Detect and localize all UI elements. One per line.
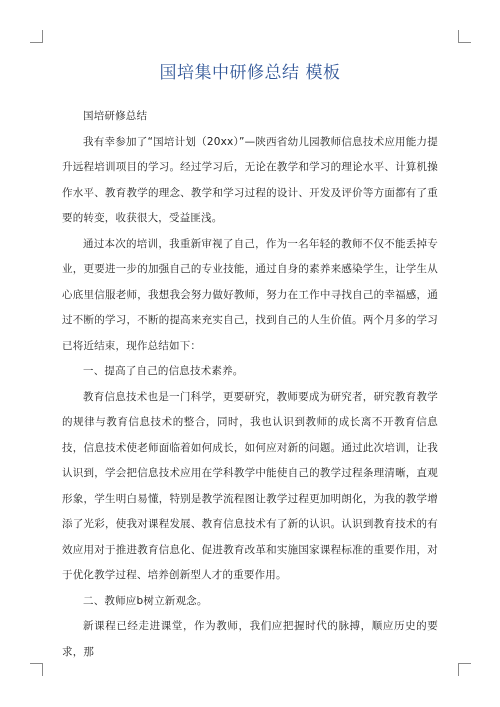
paragraph-point-two: 新课程已经走进课堂，作为教师，我们应把握时代的脉搏，顺应历史的要求，那 [62,620,438,658]
paragraph-point-one: 教育信息技术也是一门科学，更要研究，教师要成为研究者，研究教育教学的规律与教育信息技术的整合，同时，我也认识到教师的成长离不开教育信息技，信息技术使老师面临着如何成长，如何应对新的问题。通过此次培训，让我认识到，学会把信息技术应用在学科教学中能使自己的教学过程条理清晰，直观形象，学生明白易懂，特别是教学流程图让教学过程更加明朗化，为我的教学增添了光彩，使我对课程发展、教育信息技术有了新的认识。认识到教育技术的有效应用对于推进教育信息化、促进教育改革和实施国家课程标准的重要作用，对于优化教学过程、培养创新型人才的重要作用。 [62,390,438,581]
document-body [62,104,438,665]
document-title: 国培集中研修总结 模板 [159,63,341,83]
section-subtitle: 国培研修总结 [83,110,148,122]
heading-point-one: 一、提高了自己的信息技术素养。 [83,365,244,377]
page-corner-mark-top-left [30,30,43,43]
page-corner-mark-top-right [458,30,471,43]
paragraph-reflection: 通过本次的培训，我重新审视了自己，作为一名年轻的教师不仅不能丢掉专业，更要进一步的加强自己的专业技能，通过自身的素养来感染学生，让学生从心底里信服老师，我想我会努力做好教师，努力在工作中寻找自己的幸福感，通过不断的学习，不断的提高来充实自己，找到自己的人生价值。两个月多的学习已将近结束，现作总结如下： [62,237,438,352]
page-corner-mark-bottom-left [30,663,43,676]
paragraph-intro: 我有幸参加了“国培计划（20xx）”—陕西省幼儿园教师信息技术应用能力提升远程培训项目的学习。经过学习后，无论在教学和学习的理论水平、计算机操作水平、教育教学的理念、教学和学习过程的设计、开发及评价等方面都有了重要的转变，收获很大，受益匪浅。 [62,135,438,224]
page-corner-mark-bottom-right [458,663,471,676]
heading-point-two: 二、教师应b树立新观念。 [83,594,208,607]
